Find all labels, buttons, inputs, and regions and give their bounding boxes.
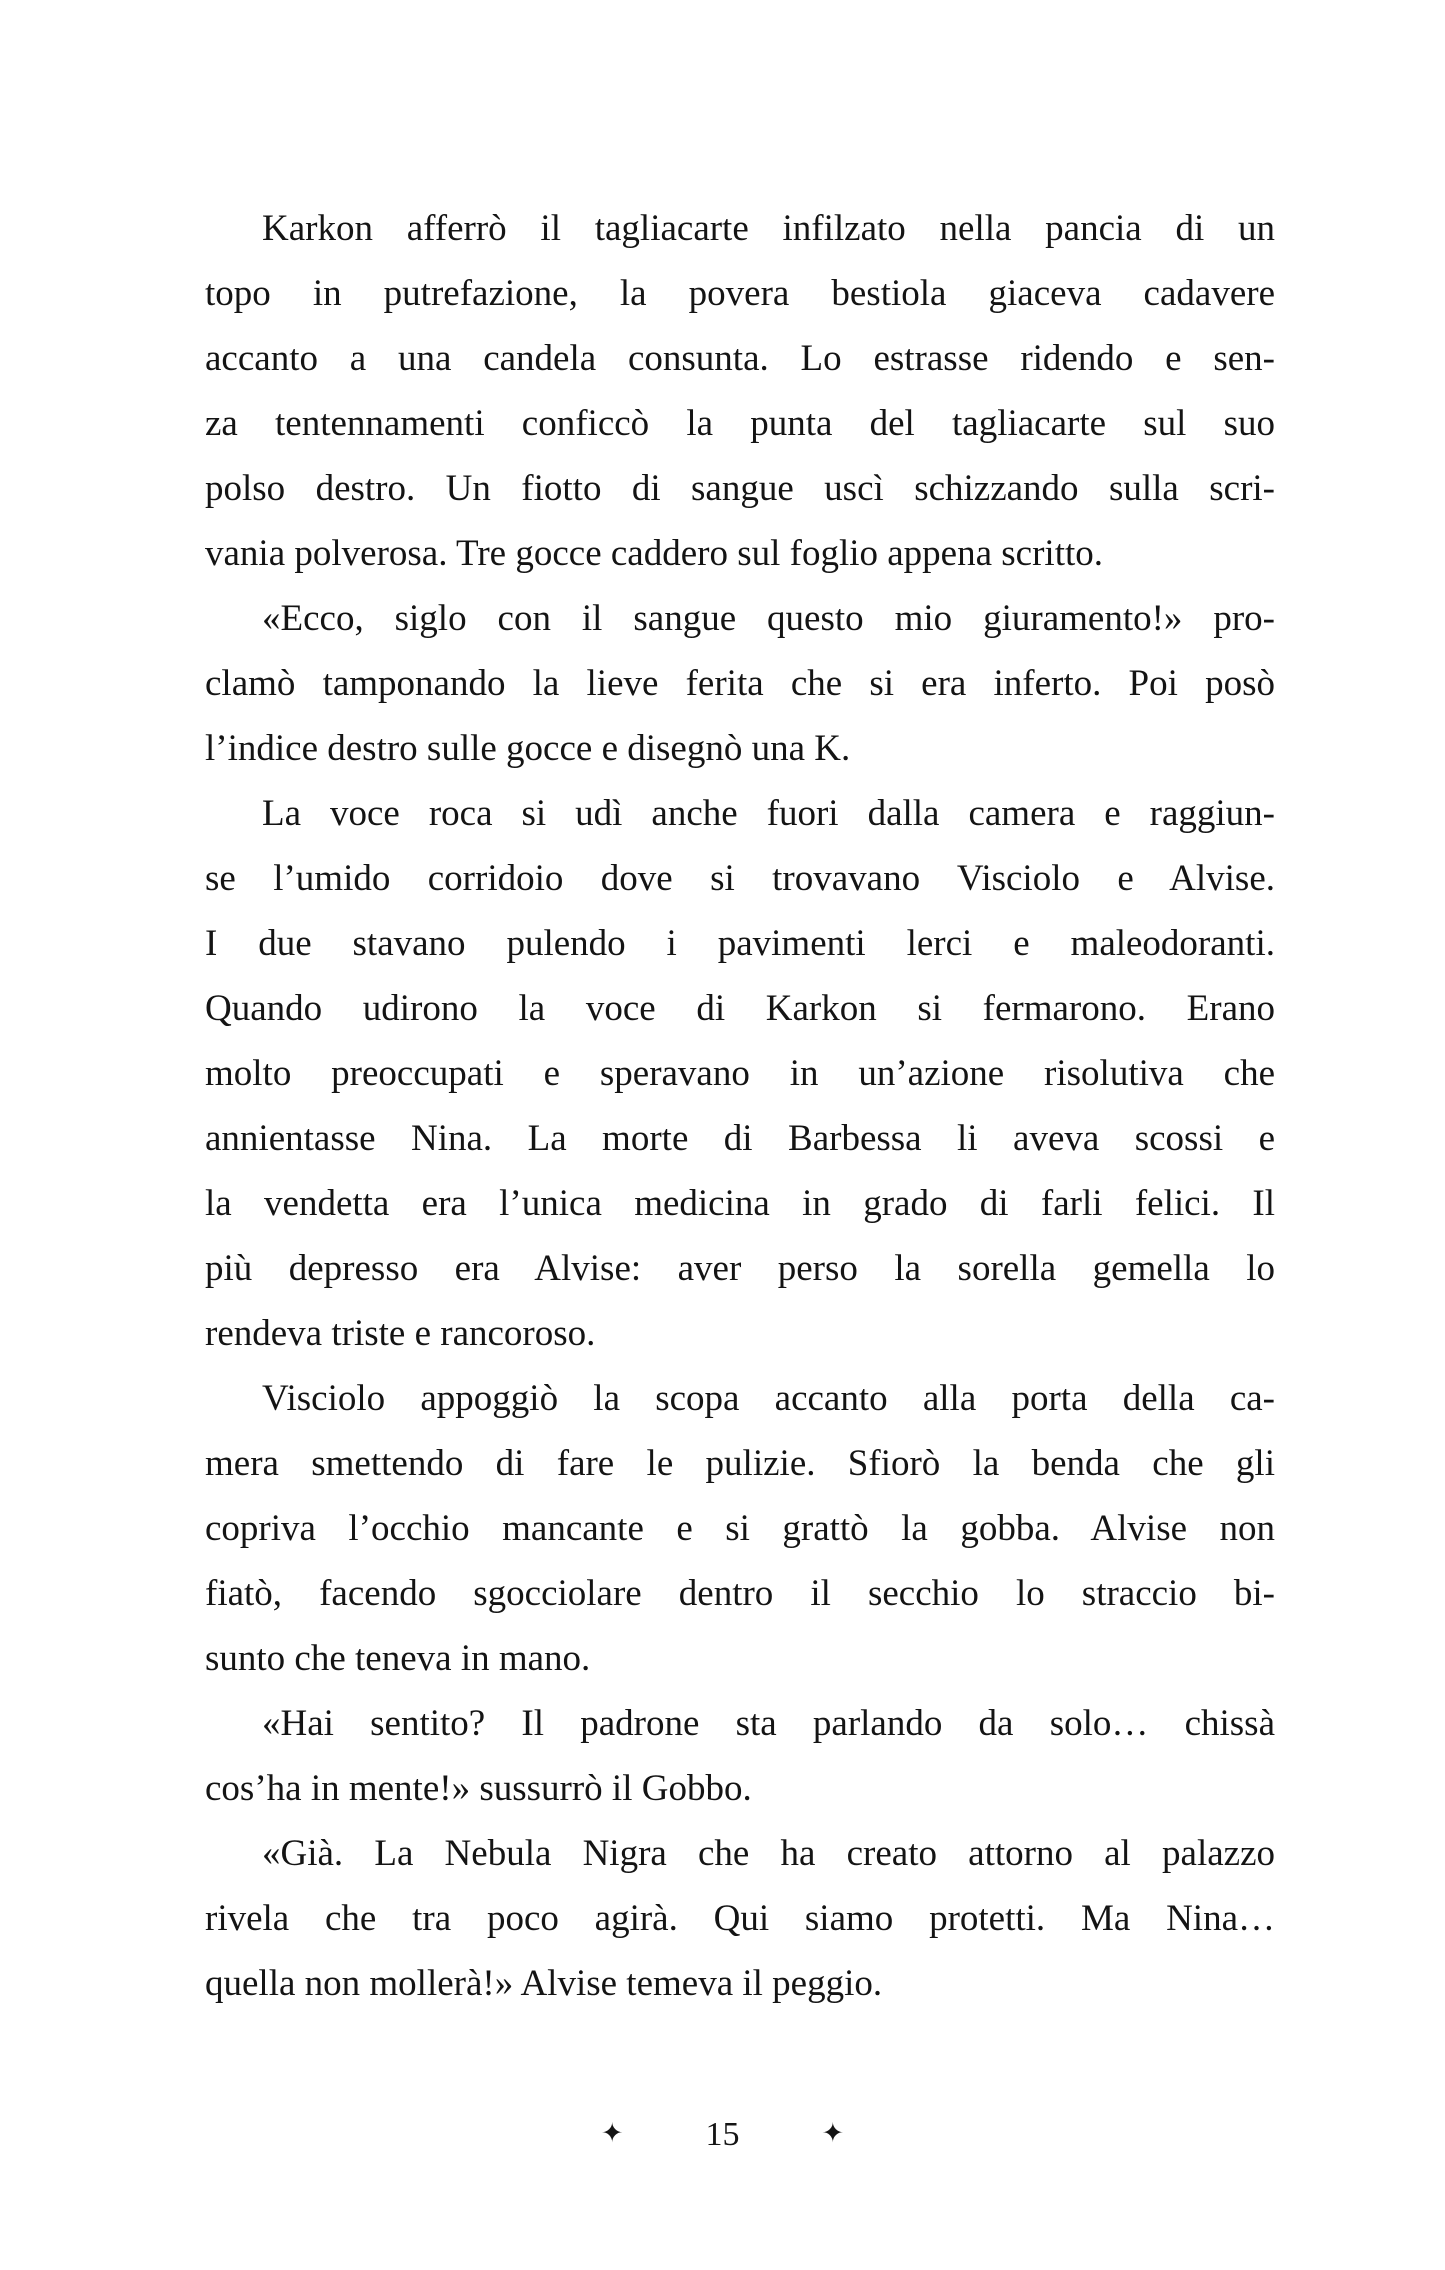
four-pointed-star-icon: ✦ — [821, 2117, 845, 2148]
text-line: «Ecco, siglo con il sangue questo mio giuramento!» pro- — [262, 598, 1275, 639]
text-line: la vendetta era l’unica medicina in grado di farli felici. Il — [205, 1183, 1275, 1224]
text-line: Quando udirono la voce di Karkon si fermarono. Erano — [205, 988, 1275, 1029]
text-line: rendeva triste e rancoroso. — [205, 1313, 596, 1354]
text-line: mera smettendo di fare le pulizie. Sfiorò la benda che gli — [205, 1443, 1275, 1484]
paragraph — [205, 1691, 1275, 1821]
text-line: annientasse Nina. La morte di Barbessa li aveva scossi e — [205, 1118, 1275, 1159]
paragraph — [205, 1821, 1275, 2016]
text-line: Karkon afferrò il tagliacarte infilzato nella pancia di un — [262, 208, 1275, 249]
text-line: più depresso era Alvise: aver perso la sorella gemella lo — [205, 1248, 1275, 1289]
text-line: «Già. La Nebula Nigra che ha creato attorno al palazzo — [262, 1833, 1275, 1874]
text-line: «Hai sentito? Il padrone sta parlando da solo… chissà — [262, 1703, 1275, 1744]
paragraph — [205, 196, 1275, 586]
text-block — [205, 196, 1275, 2016]
text-line: molto preoccupati e speravano in un’azione risolutiva che — [205, 1053, 1275, 1094]
text-line: fiatò, facendo sgocciolare dentro il secchio lo straccio bi- — [205, 1573, 1275, 1614]
text-line: rivela che tra poco agirà. Qui siamo protetti. Ma Nina… — [205, 1898, 1275, 1939]
paragraph — [205, 586, 1275, 781]
four-pointed-star-icon: ✦ — [600, 2117, 624, 2148]
paragraph — [205, 781, 1275, 1366]
paragraph — [205, 1366, 1275, 1691]
text-line: accanto a una candela consunta. Lo estrasse ridendo e sen- — [205, 338, 1275, 379]
text-line: Visciolo appoggiò la scopa accanto alla porta della ca- — [262, 1378, 1275, 1419]
text-line: sunto che teneva in mano. — [205, 1638, 591, 1679]
text-line: l’indice destro sulle gocce e disegnò una K. — [205, 728, 851, 769]
text-line: clamò tamponando la lieve ferita che si era inferto. Poi posò — [205, 663, 1275, 704]
text-line: vania polverosa. Tre gocce caddero sul foglio appena scritto. — [205, 533, 1104, 574]
text-line: za tentennamenti conficcò la punta del tagliacarte sul suo — [205, 403, 1275, 444]
text-line: cos’ha in mente!» sussurrò il Gobbo. — [205, 1768, 752, 1809]
text-line: I due stavano pulendo i pavimenti lerci e maleodoranti. — [205, 923, 1275, 964]
page-footer — [0, 2118, 1445, 2152]
text-line: polso destro. Un fiotto di sangue uscì schizzando sulla scri- — [205, 468, 1275, 509]
text-line: topo in putrefazione, la povera bestiola giaceva cadavere — [205, 273, 1275, 314]
text-line: copriva l’occhio mancante e si grattò la gobba. Alvise non — [205, 1508, 1275, 1549]
text-line: La voce roca si udì anche fuori dalla camera e raggiun- — [262, 793, 1275, 834]
text-line: se l’umido corridoio dove si trovavano Visciolo e Alvise. — [205, 858, 1275, 899]
page-number: 15 — [705, 2116, 740, 2153]
text-line: quella non mollerà!» Alvise temeva il peggio. — [205, 1963, 883, 2004]
